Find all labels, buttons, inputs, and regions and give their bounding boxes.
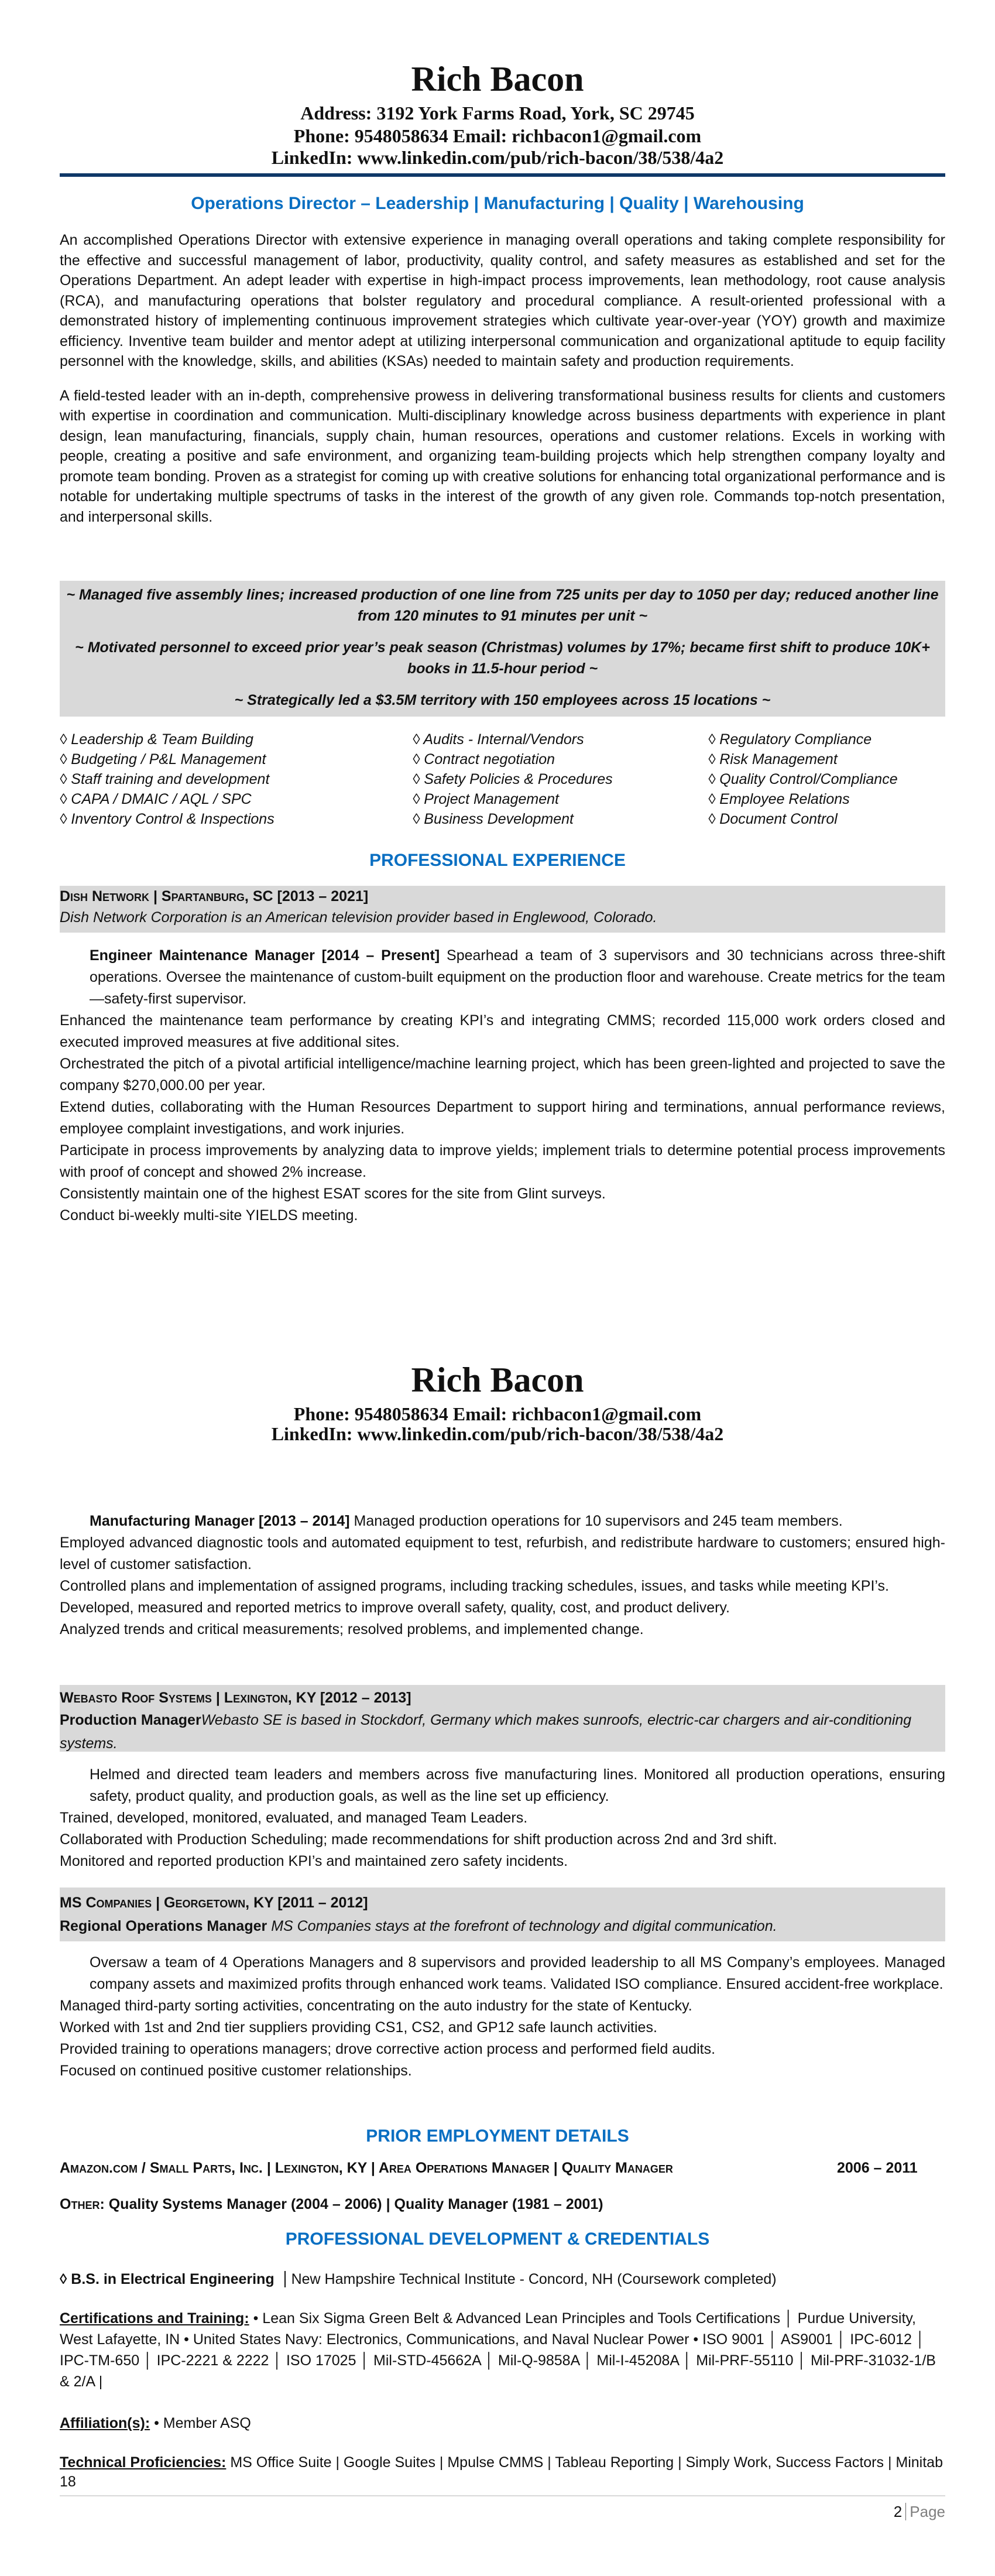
affiliation-label: Affiliation(s): [60, 2415, 150, 2431]
role-engineer-maintenance [60, 945, 945, 1227]
role-title: Engineer Maintenance Manager [2014 – Present] [90, 947, 440, 964]
skill-item: ◊ Quality Control/Compliance [708, 771, 898, 787]
achievement: Consistently maintain one of the highest ESAT scores for the site from Glint surveys. [60, 1186, 606, 1202]
skill-item: ◊ Regulatory Compliance [708, 731, 872, 748]
headline: Operations Director – Leadership | Manufacturing | Quality | Warehousing [191, 194, 804, 213]
skill-item: ◊ Business Development [413, 811, 574, 827]
education [60, 2269, 945, 2290]
achievement: Managed third-party sorting activities, concentrating on the auto industry for the state of Kentucky. [60, 1998, 692, 2014]
school: New Hampshire Technical Institute - Concord, NH (Coursework completed) [291, 2271, 777, 2287]
company-name: Dish Network | Spartanburg, SC [2013 – 2021] [60, 888, 369, 905]
role-summary: Spearhead a team of 3 supervisors and 30 technicians across three-shift operations. Oversee the maintenance of custom-built equipment on the production floor and warehouse. Create metrics for the team—safety-first supervisor. [90, 947, 945, 1007]
linkedin-page2: LinkedIn: www.linkedin.com/pub/rich-bacon/38/538/4a2 [271, 1423, 724, 1444]
degree: ◊ B.S. in Electrical Engineering [60, 2271, 275, 2287]
skill-item: ◊ Document Control [708, 811, 838, 827]
prior-dates: 2006 – 2011 [837, 2160, 918, 2176]
affiliation-text: • Member ASQ [150, 2415, 251, 2431]
company-description: MS Companies stays at the forefront of technology and digital communication. [267, 1918, 777, 1934]
company-header-ms [60, 1888, 945, 1941]
address: Address: 3192 York Farms Road, York, SC 29745 [300, 102, 695, 124]
prior-other-text: Quality Systems Manager (2004 – 2006) | Quality Manager (1981 – 2001) [104, 2196, 603, 2212]
role-summary: Oversaw a team of 4 Operations Managers and 8 supervisors and provided leadership to all MS Company’s employees. Managed company assets and maximized profits through enhanced work teams. Validated ISO compliance. Ensured accident-free workplace. [90, 1954, 945, 1992]
company-header-dish [60, 886, 945, 933]
cert-label: Certifications and Training: [60, 2310, 249, 2327]
affiliations [60, 2413, 945, 2434]
skill-item: ◊ Contract negotiation [413, 751, 555, 768]
achievement: Extend duties, collaborating with the Human Resources Department to support hiring and terminations, annual performance reviews, employee complaint investigations, and work injuries. [60, 1099, 945, 1137]
footer-divider [60, 2495, 945, 2496]
tech-text: MS Office Suite | Google Suites | Mpulse CMMS | Tableau Reporting | Simply Work, Success Factors | Minitab 18 [60, 2454, 943, 2490]
tech-label: Technical Proficiencies: [60, 2454, 227, 2471]
role-production-manager [60, 1764, 945, 1872]
achievement: Focused on continued positive customer relationships. [60, 2063, 412, 2079]
skills-grid [60, 729, 945, 829]
page-footer [894, 2503, 945, 2520]
resume-name-page2: Rich Bacon [411, 1361, 584, 1399]
achievement: Enhanced the maintenance team performance by creating KPI’s and integrating CMMS; recorded 115,000 work orders closed and executed improved measures at five additional sites. [60, 1012, 945, 1050]
section-heading-credentials: PROFESSIONAL DEVELOPMENT & CREDENTIALS [285, 2229, 710, 2249]
technical-proficiencies [60, 2453, 945, 2492]
highlight: ~ Managed five assembly lines; increased production of one line from 725 units per day to 1050 per day; reduced another line from 120 minutes to 91 minutes per unit ~ [66, 587, 939, 624]
prior-role: Amazon.com / Small Parts, Inc. | Lexington, KY | Area Operations Manager | Quality Manager [60, 2160, 673, 2176]
company-header-webasto [60, 1685, 945, 1752]
role-title: Production Manager [60, 1712, 201, 1728]
company-name: MS Companies | Georgetown, KY [2011 – 2012] [60, 1895, 368, 1911]
prior-other-label: Other: [60, 2196, 105, 2212]
achievement: Orchestrated the pitch of a pivotal artificial intelligence/machine learning project, which has been green-lighted and projected to save the company $270,000.00 per year. [60, 1056, 945, 1094]
role-title: Regional Operations Manager [60, 1918, 267, 1934]
achievement: Analyzed trends and critical measurements; resolved problems, and implemented change. [60, 1621, 644, 1638]
achievement: Worked with 1st and 2nd tier suppliers providing CS1, CS2, and GP12 safe launch activities. [60, 2019, 657, 2036]
section-heading-prior: PRIOR EMPLOYMENT DETAILS [366, 2126, 629, 2146]
company-name: Webasto Roof Systems | Lexington, KY [2012 – 2013] [60, 1690, 411, 1706]
achievement: Collaborated with Production Scheduling; made recommendations for shift production across 2nd and 3rd shift. [60, 1831, 777, 1848]
achievement: Participate in process improvements by analyzing data to improve yields; implement trials to determine potential process improvements with proof of concept and showed 2% increase. [60, 1142, 945, 1180]
summary-paragraph: An accomplished Operations Director with extensive experience in managing overall operations and taking complete responsibility for the effective and successful management of labor, productivity, quality control, and safety measures as established and set for the Operations Department. An adept leader with expertise in high-impact process improvements, lean methodology, root cause analysis (RCA), and manufacturing operations that bolster regulatory and procedural compliance. A result-oriented professional with a demonstrated history of implementing continuous improvement strategies which cultivate year-over-year (YOY) growth and maximize efficiency. Inventive team builder and mentor adept at utilizing interpersonal communication and organizational aptitude to equip facility personnel with the knowledge, skills, and abilities (KSAs) needed to maintain safety and production requirements. [60, 232, 945, 369]
section-heading-experience: PROFESSIONAL EXPERIENCE [369, 851, 626, 870]
contact-info: Phone: 9548058634 Email: richbacon1@gmail.com [293, 125, 702, 146]
company-description: Webasto SE is based in Stockdorf, Germany which makes sunroofs, electric-car chargers and air-conditioning systems. [60, 1712, 912, 1752]
summary [60, 230, 945, 527]
resume-name: Rich Bacon [411, 60, 584, 98]
skill-item: ◊ Staff training and development [60, 771, 270, 787]
skill-item: ◊ CAPA / DMAIC / AQL / SPC [60, 791, 252, 807]
achievement: Trained, developed, monitored, evaluated, and managed Team Leaders. [60, 1810, 528, 1826]
skill-item: ◊ Safety Policies & Procedures [413, 771, 613, 787]
skill-item: ◊ Audits - Internal/Vendors [413, 731, 584, 748]
certifications [60, 2308, 945, 2392]
cert-text: • Lean Six Sigma Green Belt & Advanced Lean Principles and Tools Certifications │ Purdue University, West Lafayette, IN • United States Navy: Electronics, Communications, and Naval Nuclear Power • ISO 9001 │ AS9001 │ IPC-6012 │ IPC-TM-650 │ IPC-2221 & 2222 │ ISO 17025 │ Mil-STD-45662A │ Mil-Q-9858A │ Mil-I-45208A │ Mil-PRF-55110 │ Mil-PRF-31032-1/B & 2/A | [60, 2310, 936, 2390]
skill-item: ◊ Employee Relations [708, 791, 850, 807]
highlight: ~ Strategically led a $3.5M territory with 150 employees across 15 locations ~ [234, 692, 771, 708]
role-summary: Helmed and directed team leaders and members across five manufacturing lines. Monitored all production operations, ensuring safety, product quality, and production goals, as well as the line set up efficiency. [90, 1766, 945, 1804]
prior-amazon [60, 2157, 945, 2178]
role-manufacturing-manager [60, 1510, 945, 1640]
achievement: Conduct bi-weekly multi-site YIELDS meeting. [60, 1207, 358, 1224]
role-regional-operations-manager [60, 1952, 945, 2082]
highlights-box [60, 581, 945, 717]
header-divider [60, 173, 945, 177]
achievement: Provided training to operations managers; drove corrective action process and performed field audits. [60, 2041, 716, 2057]
prior-other [60, 2194, 945, 2215]
highlight: ~ Motivated personnel to exceed prior year’s peak season (Christmas) volumes by 17%; became first shift to produce 10K+ books in 11.5-hour period ~ [75, 639, 930, 677]
achievement: Developed, measured and reported metrics to improve overall safety, quality, cost, and product delivery. [60, 1599, 730, 1616]
role-summary: Managed production operations for 10 supervisors and 245 team members. [349, 1513, 843, 1529]
skill-item: ◊ Project Management [413, 791, 559, 807]
skill-item: ◊ Risk Management [708, 751, 838, 768]
summary-paragraph: A field-tested leader with an in-depth, comprehensive prowess in delivering transformational business results for clients and customers with expertise in coordination and communication. Multi-disciplinary knowledge across business departments with experience in plant design, lean manufacturing, financials, supply chain, human resources, operations and customer relations. Excels in working with people, creating a positive and safe environment, and organizing team-building projects which help strengthen company loyalty and promote team bonding. Proven as a strategist for coming up with creative solutions for enhancing total organizational performance and is notable for undertaking multiple spectrums of tasks in the interest of the growth of any given role. Commands top-notch presentation, and interpersonal skills. [60, 387, 945, 525]
achievement: Monitored and reported production KPI’s and maintained zero safety incidents. [60, 1853, 568, 1869]
company-description: Dish Network Corporation is an American television provider based in Englewood, Colorado. [60, 909, 657, 926]
achievement: Employed advanced diagnostic tools and automated equipment to test, refurbish, and redistribute hardware to customers; ensured high-level of customer satisfaction. [60, 1534, 945, 1573]
contact-info-page2: Phone: 9548058634 Email: richbacon1@gmail.com [293, 1403, 702, 1424]
role-title: Manufacturing Manager [2013 – 2014] [90, 1513, 350, 1529]
achievement: Controlled plans and implementation of assigned programs, including tracking schedules, issues, and tasks while meeting KPI’s. [60, 1578, 889, 1594]
linkedin: LinkedIn: www.linkedin.com/pub/rich-bacon/38/538/4a2 [271, 147, 724, 168]
skill-item: ◊ Inventory Control & Inspections [60, 811, 275, 827]
skill-item: ◊ Leadership & Team Building [60, 731, 254, 748]
page-number: 2 [893, 2503, 903, 2520]
page-label: Page [910, 2503, 945, 2520]
skill-item: ◊ Budgeting / P&L Management [60, 751, 266, 768]
